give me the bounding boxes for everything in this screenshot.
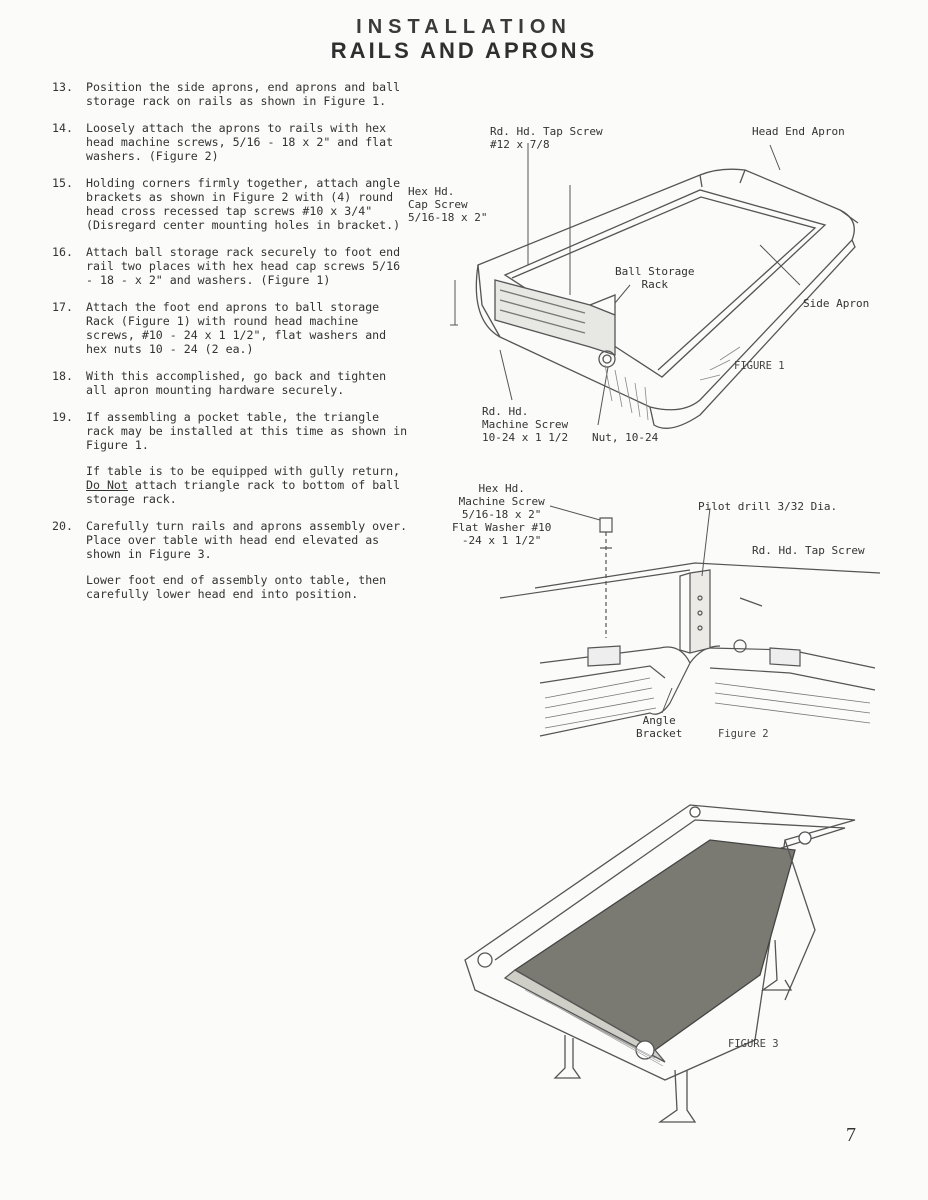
figure-2-caption: Figure 2 (718, 728, 769, 740)
step-16 (52, 245, 412, 287)
step-text: If assembling a pocket table, the triangle rack may be installed at this time as shown in Figure 1. (86, 410, 408, 452)
step-number: 19. (52, 410, 73, 424)
step-number: 20. (52, 519, 73, 533)
step-text: Holding corners firmly together, attach angle brackets as shown in Figure 2 with (4) round head cross recessed tap screws #10 x 3/4" (Disregard center mounting holes in bracket.) (86, 176, 401, 232)
step-number: 16. (52, 245, 73, 259)
page-title: RAILS AND APRONS (330, 38, 598, 63)
step-15 (52, 176, 412, 232)
note-text: If table is to be equipped with gully return, (86, 464, 401, 478)
figure-1-caption: FIGURE 1 (734, 360, 785, 372)
step-number: 13. (52, 80, 73, 94)
step-text: Loosely attach the aprons to rails with hex head machine screws, 5/16 - 18 x 2" and flat washers. (Figure 2) (86, 121, 394, 163)
step-14 (52, 121, 412, 163)
label-machine-screw: Rd. Hd. Machine Screw 10-24 x 1 1/2 (482, 405, 569, 444)
step-text: Attach the foot end aprons to ball storage Rack (Figure 1) with round head machine screws, #10 - 24 x 1 1/2", flat washers and hex nuts 10 - 24 (2 ea.) (86, 300, 387, 356)
label-pilot-drill: Pilot drill 3/32 Dia. (698, 500, 838, 513)
note-emphasis: Do Not (86, 478, 128, 492)
step-number: 17. (52, 300, 73, 314)
step-number: 14. (52, 121, 73, 135)
label-tap-screw: Rd. Hd. Tap Screw #12 x 7/8 (490, 125, 603, 151)
label-tap-screw-fig2: Rd. Hd. Tap Screw (752, 544, 865, 557)
page-number: 7 (846, 1124, 856, 1146)
note-text: attach triangle rack to bottom of ball storage rack. (86, 478, 401, 506)
step-number: 15. (52, 176, 73, 190)
step-number: 18. (52, 369, 73, 383)
figure-3-caption: FIGURE 3 (728, 1038, 779, 1050)
step-note (86, 464, 412, 506)
label-side-apron: Side Apron (803, 297, 870, 310)
label-ball-storage-rack: Ball Storage Rack (615, 265, 695, 291)
label-angle-bracket: Angle Bracket (636, 714, 683, 740)
step-text: Attach ball storage rack securely to foot end rail two places with hex head cap screws 5/16 - 18 - x 2" and washers. (Figure 1) (86, 245, 401, 287)
figure-2 (440, 478, 900, 778)
step-text: With this accomplished, go back and tighten all apron mounting hardware securely. (86, 369, 387, 397)
step-text: Carefully turn rails and aprons assembly over. Place over table with head end elevated as shown in Figure 3. (86, 519, 408, 561)
step-13 (52, 80, 412, 108)
figure-1 (400, 115, 900, 460)
section-title: INSTALLATION (356, 16, 572, 38)
step-17 (52, 300, 412, 356)
label-cap-screw: Hex Hd. Cap Screw 5/16-18 x 2" (408, 185, 488, 224)
step-text: Lower foot end of assembly onto table, then carefully lower head end into position. (86, 573, 387, 601)
step-20 (52, 519, 412, 601)
figure-3-drawing (455, 800, 875, 1130)
label-head-end-apron: Head End Apron (752, 125, 845, 138)
step-text: Position the side aprons, end aprons and ball storage rack on rails as shown in Figure 1. (86, 80, 401, 108)
label-nut: Nut, 10-24 (592, 431, 659, 444)
step-19 (52, 410, 412, 506)
figure-3 (455, 800, 875, 1130)
label-hex-machine-screw: Hex Hd. Machine Screw 5/16-18 x 2" Flat Washer #10 -24 x 1 1/2" (452, 482, 552, 547)
instruction-steps (52, 80, 412, 614)
step-18 (52, 369, 412, 397)
